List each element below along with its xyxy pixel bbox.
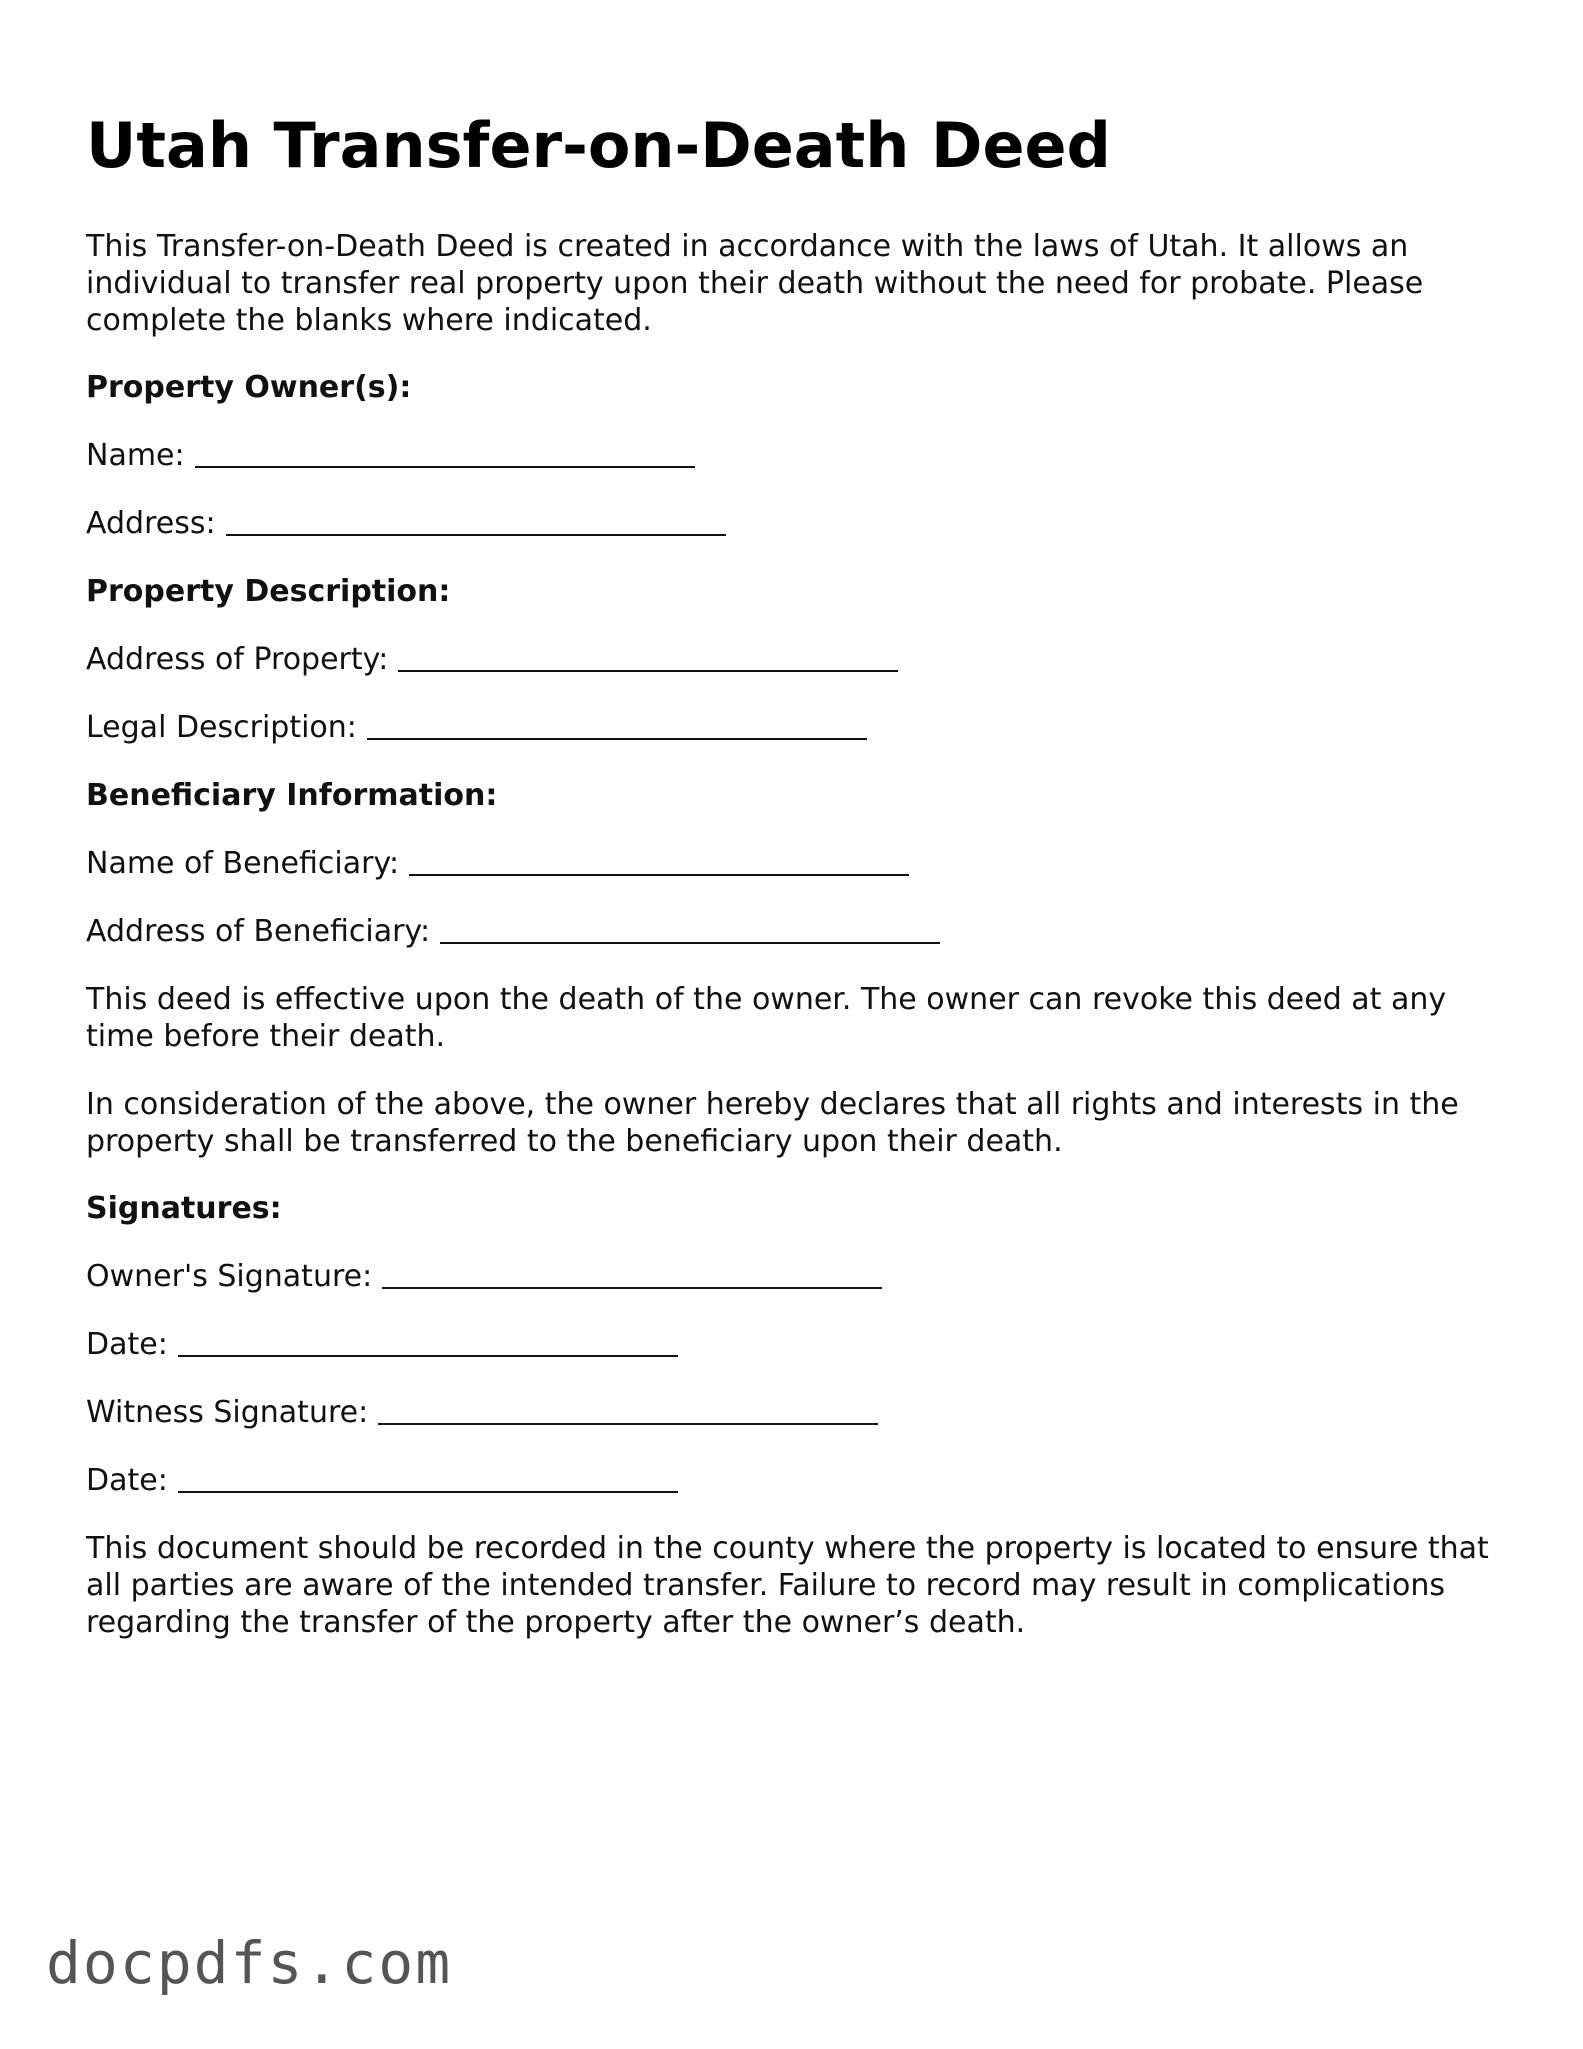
effective-paragraph: This deed is effective upon the death of the owner. The owner can revoke this deed at any time before their death. <box>86 982 1447 1054</box>
owner-name-field[interactable] <box>86 437 695 474</box>
owner-signature-field[interactable] <box>86 1258 882 1295</box>
owner-name-blank[interactable] <box>195 466 695 468</box>
owner-address-label: Address: <box>86 506 216 541</box>
legal-description-blank[interactable] <box>367 738 867 740</box>
watermark: docpdfs.com <box>46 1929 453 1997</box>
beneficiary-name-field[interactable] <box>86 845 909 882</box>
witness-date-field[interactable] <box>86 1462 678 1499</box>
owner-address-blank[interactable] <box>226 534 726 536</box>
beneficiary-address-field[interactable] <box>86 913 940 950</box>
owner-signature-blank[interactable] <box>382 1287 882 1289</box>
witness-date-label: Date: <box>86 1463 168 1498</box>
beneficiary-address-label: Address of Beneficiary: <box>86 914 431 949</box>
document-title: Utah Transfer-on-Death Deed <box>86 109 1111 182</box>
signatures-heading: Signatures: <box>86 1191 282 1226</box>
property-address-field[interactable] <box>86 641 898 678</box>
owner-date-blank[interactable] <box>178 1355 678 1357</box>
legal-description-label: Legal Description: <box>86 710 357 745</box>
consideration-paragraph: In consideration of the above, the owner hereby declares that all rights and interests in the property shall be transferred to the beneficiary upon their death. <box>86 1087 1459 1159</box>
witness-date-blank[interactable] <box>178 1491 678 1493</box>
property-address-label: Address of Property: <box>86 642 389 677</box>
owners-heading: Property Owner(s): <box>86 370 412 405</box>
recording-paragraph: This document should be recorded in the county where the property is located to ensure that all parties are aware of the intended transfer. Failure to record may result in complications regarding the transfer of the property after the owner’s death. <box>86 1531 1489 1640</box>
owner-date-field[interactable] <box>86 1326 678 1363</box>
owner-address-field[interactable] <box>86 505 726 542</box>
property-address-blank[interactable] <box>398 670 898 672</box>
owner-name-label: Name: <box>86 438 185 473</box>
witness-signature-label: Witness Signature: <box>86 1395 369 1430</box>
witness-signature-field[interactable] <box>86 1394 878 1431</box>
intro-paragraph: This Transfer-on-Death Deed is created in accordance with the laws of Utah. It allows an individual to transfer real property upon their death without the need for probate. Please complete the blanks where indicated. <box>86 229 1424 338</box>
beneficiary-name-blank[interactable] <box>409 874 909 876</box>
witness-signature-blank[interactable] <box>378 1423 878 1425</box>
property-heading: Property Description: <box>86 574 451 609</box>
owner-signature-label: Owner's Signature: <box>86 1259 373 1294</box>
beneficiary-name-label: Name of Beneficiary: <box>86 846 400 881</box>
beneficiary-address-blank[interactable] <box>440 942 940 944</box>
owner-date-label: Date: <box>86 1327 168 1362</box>
beneficiary-heading: Beneficiary Information: <box>86 778 498 813</box>
legal-description-field[interactable] <box>86 709 867 746</box>
